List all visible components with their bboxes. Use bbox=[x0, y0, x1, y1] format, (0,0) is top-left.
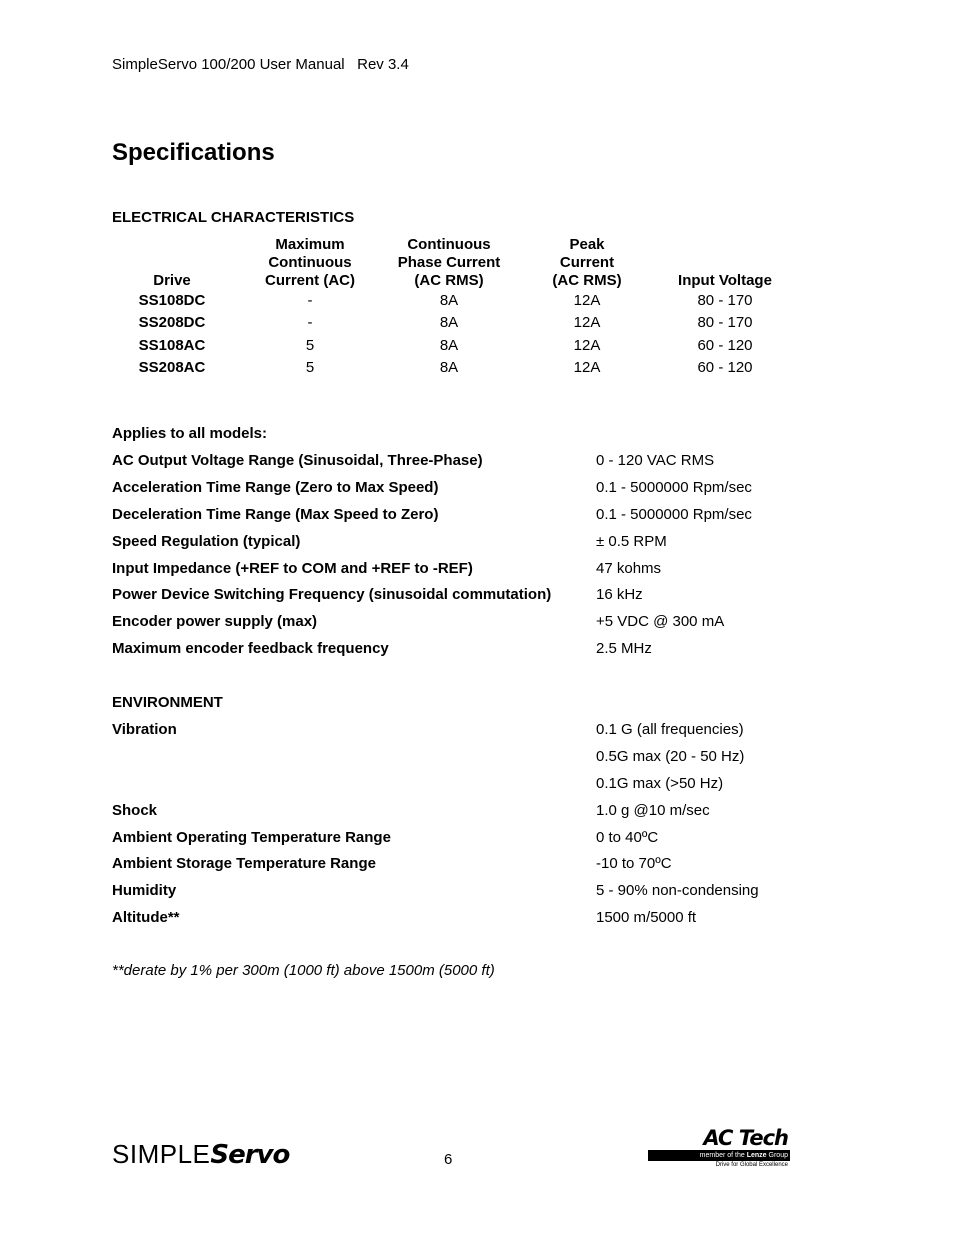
spec-label: Vibration bbox=[112, 721, 177, 738]
table-cell-drive: SS108AC bbox=[138, 337, 206, 354]
spec-label: Ambient Operating Temperature Range bbox=[112, 829, 391, 846]
spec-label: Shock bbox=[112, 802, 158, 819]
table-cell: 80 - 170 bbox=[697, 292, 753, 309]
footnote: **derate by 1% per 300m (1000 ft) above 1500m (5000 ft) bbox=[112, 962, 495, 979]
document-header: SimpleServo 100/200 User Manual Rev 3.4 bbox=[112, 56, 409, 73]
spec-label: Speed Regulation (typical) bbox=[112, 533, 301, 550]
spec-label: Deceleration Time Range (Max Speed to Zero) bbox=[112, 506, 439, 523]
spec-value: 0.1 - 5000000 Rpm/sec bbox=[596, 479, 752, 496]
spec-label: Ambient Storage Temperature Range bbox=[112, 855, 376, 872]
environment-heading: ENVIRONMENT bbox=[112, 694, 223, 711]
spec-value: -10 to 70ºC bbox=[596, 855, 672, 872]
column-header-drive: Drive bbox=[153, 272, 191, 289]
table-cell: 12A bbox=[573, 337, 601, 354]
table-cell: 8A bbox=[439, 314, 459, 331]
all-models-heading: Applies to all models: bbox=[112, 425, 268, 442]
column-header-peak-current: Peak Current (AC RMS) bbox=[552, 236, 622, 289]
logo-simple-text: SIMPLE bbox=[112, 1139, 211, 1169]
actech-logo bbox=[648, 1126, 790, 1172]
table-cell: 8A bbox=[439, 359, 459, 376]
spec-value: 0 - 120 VAC RMS bbox=[596, 452, 715, 469]
column-header-max-continuous: Maximum Continuous Current (AC) bbox=[265, 236, 355, 289]
table-cell-drive: SS208DC bbox=[138, 314, 206, 331]
spec-label: Maximum encoder feedback frequency bbox=[112, 640, 389, 657]
table-cell: 5 bbox=[305, 359, 315, 376]
column-header-phase-current: Continuous Phase Current (AC RMS) bbox=[397, 236, 501, 289]
table-cell: 5 bbox=[305, 337, 315, 354]
table-cell: 8A bbox=[439, 292, 459, 309]
page-number: 6 bbox=[444, 1151, 453, 1168]
table-cell-drive: SS208AC bbox=[138, 359, 206, 376]
spec-value: 16 kHz bbox=[596, 586, 643, 603]
table-cell: 60 - 120 bbox=[697, 359, 753, 376]
spec-label: Altitude** bbox=[112, 909, 180, 926]
spec-value: 5 - 90% non-condensing bbox=[596, 882, 759, 899]
spec-value: 1.0 g @10 m/sec bbox=[596, 802, 710, 819]
table-cell: 12A bbox=[573, 359, 601, 376]
spec-value: +5 VDC @ 300 mA bbox=[596, 613, 725, 630]
spec-value: 2.5 MHz bbox=[596, 640, 652, 657]
actech-tagline: Drive for Global Excellence bbox=[715, 1162, 788, 1168]
actech-member-bar: member of the Lenze Group bbox=[648, 1150, 790, 1161]
spec-label: Humidity bbox=[112, 882, 177, 899]
simpleservo-logo bbox=[112, 1139, 289, 1169]
table-cell: - bbox=[307, 292, 313, 309]
table-cell: 60 - 120 bbox=[697, 337, 753, 354]
spec-label: Power Device Switching Frequency (sinusoidal commutation) bbox=[112, 586, 552, 603]
logo-servo-text: Servo bbox=[210, 1140, 290, 1170]
spec-value: 0 to 40ºC bbox=[596, 829, 659, 846]
column-header-input-voltage: Input Voltage bbox=[678, 272, 772, 289]
spec-value: ± 0.5 RPM bbox=[596, 533, 667, 550]
page-title: Specifications bbox=[112, 139, 275, 166]
spec-value: 1500 m/5000 ft bbox=[596, 909, 697, 926]
spec-label: AC Output Voltage Range (Sinusoidal, Three-Phase) bbox=[112, 452, 483, 469]
electrical-heading: ELECTRICAL CHARACTERISTICS bbox=[112, 209, 355, 226]
spec-value: 0.1 - 5000000 Rpm/sec bbox=[596, 506, 752, 523]
spec-label: Input Impedance (+REF to COM and +REF to -REF) bbox=[112, 560, 473, 577]
spec-value: 47 kohms bbox=[596, 560, 662, 577]
table-cell: 8A bbox=[439, 337, 459, 354]
spec-label: Acceleration Time Range (Zero to Max Speed) bbox=[112, 479, 439, 496]
table-cell: 12A bbox=[573, 314, 601, 331]
table-cell: 80 - 170 bbox=[697, 314, 753, 331]
spec-value: 0.1 G (all frequencies) bbox=[596, 721, 744, 738]
spec-value: 0.1G max (>50 Hz) bbox=[596, 775, 724, 792]
actech-name: AC Tech bbox=[703, 1126, 788, 1150]
spec-label: Encoder power supply (max) bbox=[112, 613, 318, 630]
table-cell: 12A bbox=[573, 292, 601, 309]
table-cell-drive: SS108DC bbox=[138, 292, 206, 309]
table-cell: - bbox=[307, 314, 313, 331]
spec-value: 0.5G max (20 - 50 Hz) bbox=[596, 748, 745, 765]
